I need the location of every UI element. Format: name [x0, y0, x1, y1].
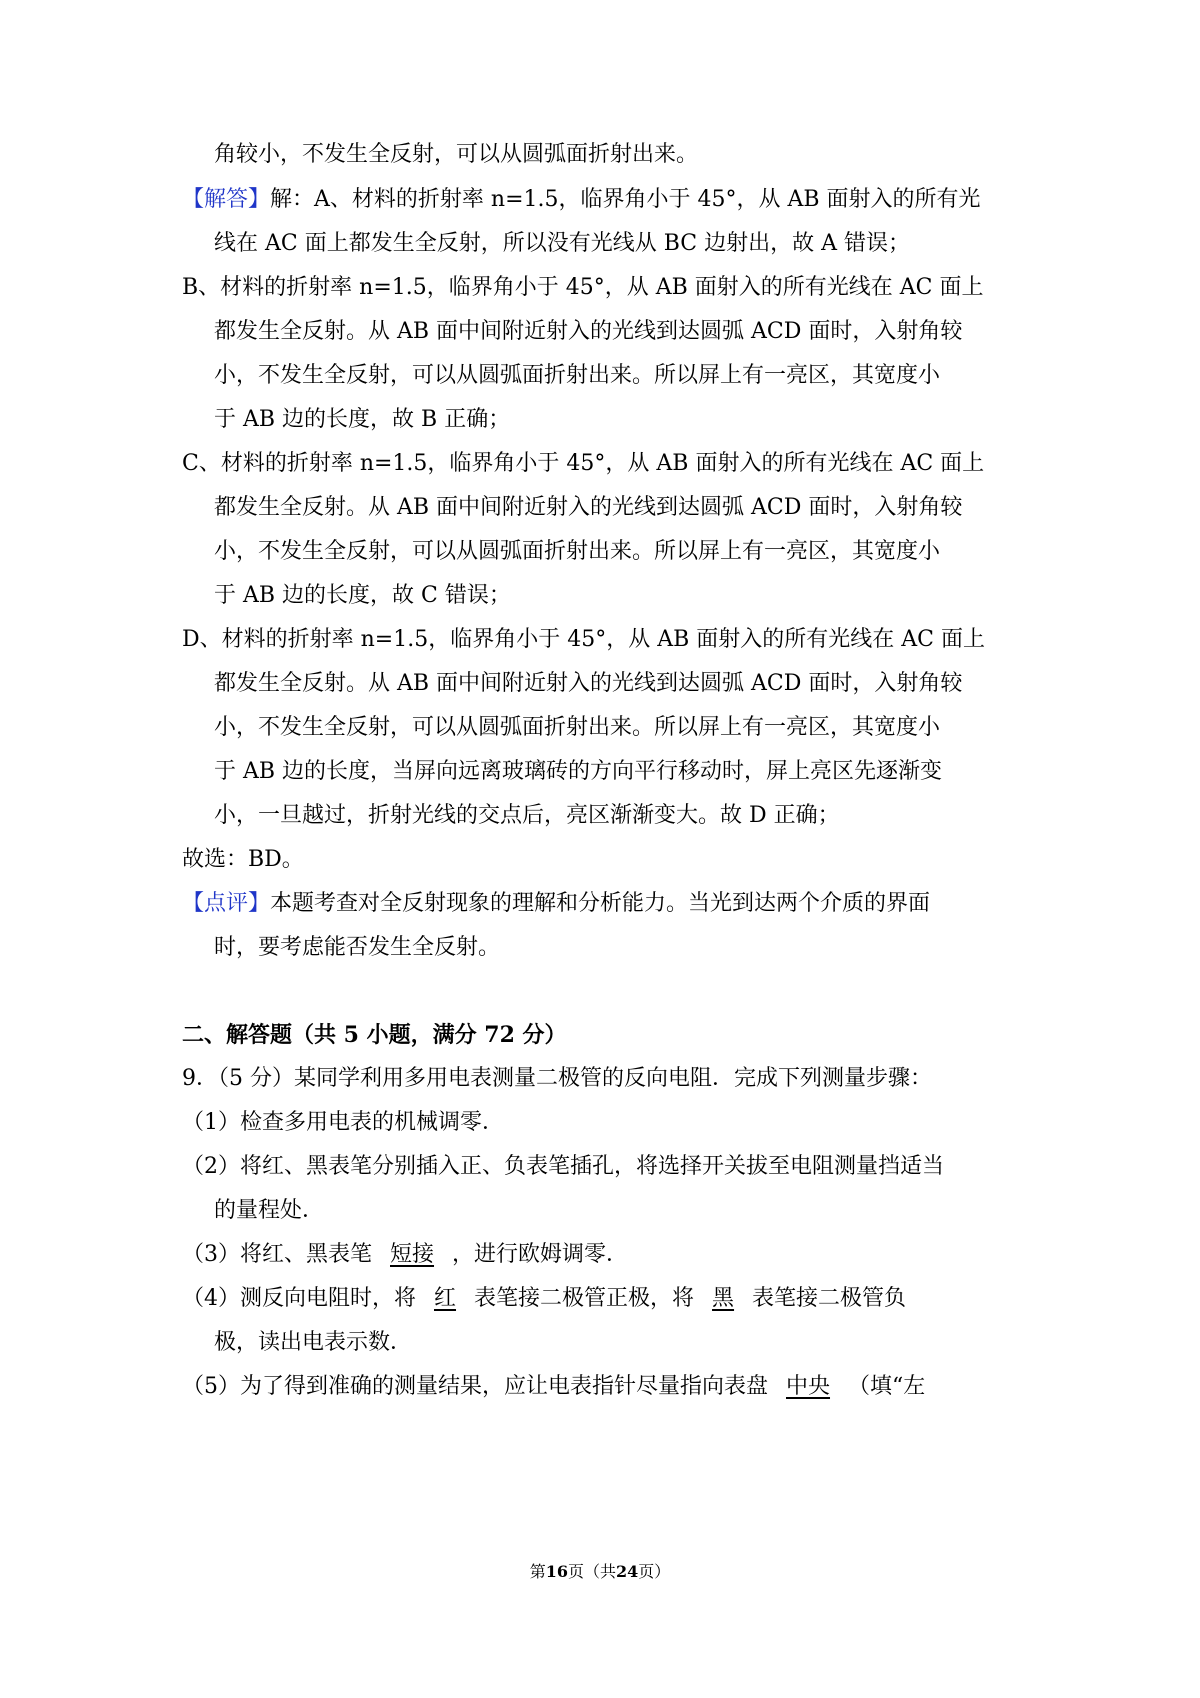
footer-text: 页（共	[567, 1562, 616, 1581]
question-step: （2）将红、黑表笔分别插入正、负表笔插孔，将选择开关拔至电阻测量挡适当	[182, 1154, 944, 1179]
text-line: 都发生全反射。从 AB 面中间附近射入的光线到达圆弧 ACD 面时，入射角较	[214, 495, 963, 520]
text-line: 于 AB 边的长度，故 C 错误；	[214, 583, 511, 608]
page-footer	[0, 1560, 1200, 1584]
text-line: D、材料的折射率 n=1.5，临界角小于 45°，从 AB 面射入的所有光线在 AC 面上	[182, 627, 985, 652]
question-step: 极，读出电表示数．	[214, 1330, 413, 1355]
question-step: （1）检查多用电表的机械调零．	[182, 1110, 504, 1135]
text-line: 时，要考虑能否发生全反射。	[214, 935, 501, 960]
text-line: C、材料的折射率 n=1.5，临界角小于 45°，从 AB 面射入的所有光线在 AC 面上	[182, 451, 985, 476]
comment-tag: 【点评】	[182, 891, 271, 916]
page-number: 16	[545, 1562, 568, 1581]
answer-tag: 【解答】	[182, 187, 271, 212]
text-line: 故选：BD。	[182, 847, 304, 872]
answer-blank: 红	[434, 1286, 457, 1311]
footer-text: 页）	[638, 1562, 671, 1581]
total-pages: 24	[616, 1562, 639, 1581]
text-line: 角较小，不发生全反射，可以从圆弧面折射出来。	[214, 142, 699, 167]
answer-blank: 中央	[786, 1374, 831, 1399]
text-line: 小，不发生全反射，可以从圆弧面折射出来。所以屏上有一亮区，其宽度小	[214, 715, 941, 740]
step-text: （5）为了得到准确的测量结果，应让电表指针尽量指向表盘	[182, 1374, 768, 1399]
step-text: （填“左	[848, 1374, 926, 1399]
step-text: （4）测反向电阻时，将	[182, 1286, 416, 1311]
question-step	[182, 1284, 906, 1314]
section-heading: 二、解答题（共 5 小题，满分 72 分）	[182, 1022, 567, 1048]
text-line: 于 AB 边的长度，故 B 正确；	[214, 407, 511, 432]
step-text: 表笔接二极管负	[752, 1286, 907, 1311]
text-line: 小，一旦越过，折射光线的交点后，亮区渐渐变大。故 D 正确；	[214, 803, 840, 828]
comment-paragraph	[182, 889, 930, 919]
text-line: 解：A、材料的折射率 n=1.5，临界角小于 45°，从 AB 面射入的所有光	[270, 187, 981, 212]
text-line: B、材料的折射率 n=1.5，临界角小于 45°，从 AB 面射入的所有光线在 AC 面上	[182, 275, 984, 300]
question-step: 的量程处．	[214, 1198, 325, 1223]
text-line: 于 AB 边的长度，当屏向远离玻璃砖的方向平行移动时，屏上亮区先逐渐变	[214, 759, 943, 784]
text-line: 线在 AC 面上都发生全反射，所以没有光线从 BC 边射出，故 A 错误；	[214, 231, 910, 256]
step-text: ，进行欧姆调零．	[452, 1242, 629, 1267]
step-text: （3）将红、黑表笔	[182, 1242, 372, 1267]
step-text: 表笔接二极管正极，将	[474, 1286, 695, 1311]
answer-blank: 短接	[390, 1242, 435, 1267]
answer-blank: 黑	[712, 1286, 735, 1311]
question-intro: 9．（5 分）某同学利用多用电表测量二极管的反向电阻．完成下列测量步骤：	[182, 1066, 932, 1091]
text-line: 都发生全反射。从 AB 面中间附近射入的光线到达圆弧 ACD 面时，入射角较	[214, 671, 963, 696]
footer-text: 第	[529, 1562, 546, 1581]
text-line: 小，不发生全反射，可以从圆弧面折射出来。所以屏上有一亮区，其宽度小	[214, 539, 941, 564]
answer-paragraph	[182, 185, 981, 215]
question-step	[182, 1240, 628, 1270]
text-line: 小，不发生全反射，可以从圆弧面折射出来。所以屏上有一亮区，其宽度小	[214, 363, 941, 388]
text-line: 本题考查对全反射现象的理解和分析能力。当光到达两个介质的界面	[270, 891, 931, 916]
question-step	[182, 1372, 925, 1402]
text-line: 都发生全反射。从 AB 面中间附近射入的光线到达圆弧 ACD 面时，入射角较	[214, 319, 963, 344]
